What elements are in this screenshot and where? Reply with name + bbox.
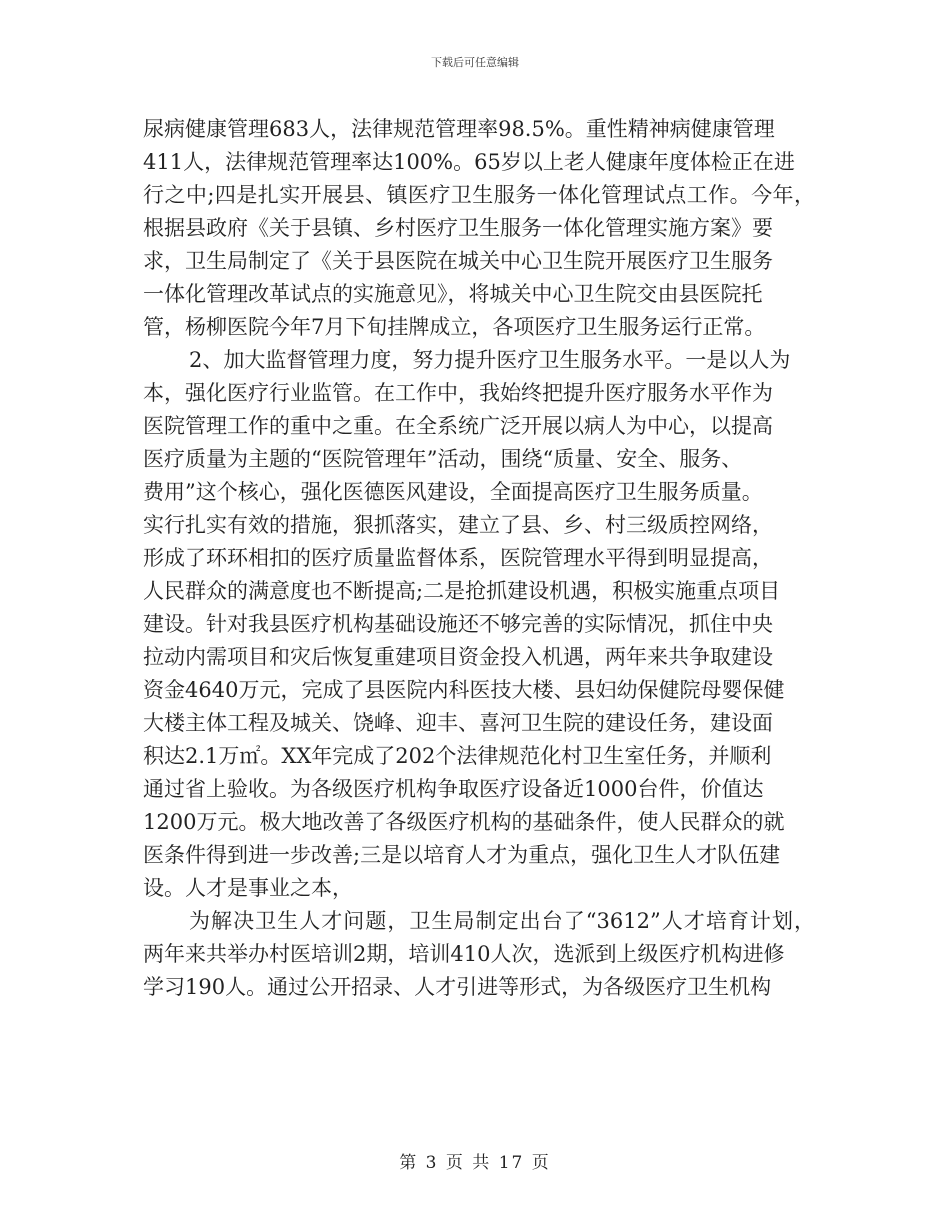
text-line: 医疗质量为主题的“医院管理年”活动，围绕“质量、安全、服务、 <box>143 447 743 471</box>
text-line: 本，强化医疗行业监管。在工作中，我始终把提升医疗服务水平作为 <box>143 381 773 405</box>
text-line: 医条件得到进一步改善;三是以培育人才为重点，强化卫生人才队伍建 <box>143 843 781 867</box>
document-body <box>143 113 815 1004</box>
text-line: 学习190人。通过公开招录、人才引进等形式，为各级医疗卫生机构 <box>143 975 772 999</box>
text-line: 积达2.1万㎡。XX年完成了202个法律规范化村卫生室任务，并顺利 <box>143 744 772 768</box>
text-line: 一体化管理改革试点的实施意见》，将城关中心卫生院交由县医院托 <box>143 282 763 306</box>
text-line: 2、加大监督管理力度，努力提升医疗卫生服务水平。一是以人为 <box>189 348 791 372</box>
text-line: 人民群众的满意度也不断提高;二是抢抓建设机遇，积极实施重点项目 <box>143 579 781 603</box>
text-line: 资金4640万元，完成了县医院内科医技大楼、县妇幼保健院母婴保健 <box>143 678 785 702</box>
page-footer: 第 3 页 共 17 页 <box>399 1153 551 1173</box>
text-line: 设。人才是事业之本， <box>143 876 353 900</box>
text-line: 1200万元。极大地改善了各级医疗机构的基础条件，使人民群众的就 <box>143 810 785 834</box>
text-line: 411人，法律规范管理率达100%。65岁以上老人健康年度体检正在进 <box>143 150 795 174</box>
text-line: 管，杨柳医院今年7月下旬挂牌成立，各项医疗卫生服务运行正常。 <box>143 315 766 339</box>
text-line: 拉动内需项目和灾后恢复重建项目资金投入机遇，两年来共争取建设 <box>143 645 773 669</box>
text-line: 建设。针对我县医疗机构基础设施还不够完善的实际情况，抓住中央 <box>143 612 773 636</box>
text-line: 大楼主体工程及城关、饶峰、迎丰、喜河卫生院的建设任务，建设面 <box>143 711 773 735</box>
page-header: 下载后可任意编辑 <box>431 56 519 69</box>
text-line: 求，卫生局制定了《关于县医院在城关中心卫生院开展医疗卫生服务 <box>143 249 773 273</box>
text-line: 为解决卫生人才问题，卫生局制定出台了“3612”人才培育计划， <box>189 909 815 933</box>
text-line: 费用”这个核心，强化医德医风建设，全面提高医疗卫生服务质量。 <box>143 480 763 504</box>
text-line: 医院管理工作的重中之重。在全系统广泛开展以病人为中心，以提高 <box>143 414 773 438</box>
text-line: 两年来共举办村医培训2期，培训410人次，选派到上级医疗机构进修 <box>143 942 785 966</box>
text-line: 尿病健康管理683人，法律规范管理率98.5%。重性精神病健康管理 <box>143 117 775 141</box>
text-line: 形成了环环相扣的医疗质量监督体系，医院管理水平得到明显提高， <box>143 546 773 570</box>
text-line: 通过省上验收。为各级医疗机构争取医疗设备近1000台件，价值达 <box>143 777 764 801</box>
text-line: 行之中;四是扎实开展县、镇医疗卫生服务一体化管理试点工作。今年， <box>143 183 815 207</box>
text-line: 根据县政府《关于县镇、乡村医疗卫生服务一体化管理实施方案》要 <box>143 216 773 240</box>
text-line: 实行扎实有效的措施，狠抓落实，建立了县、乡、村三级质控网络， <box>143 513 773 537</box>
